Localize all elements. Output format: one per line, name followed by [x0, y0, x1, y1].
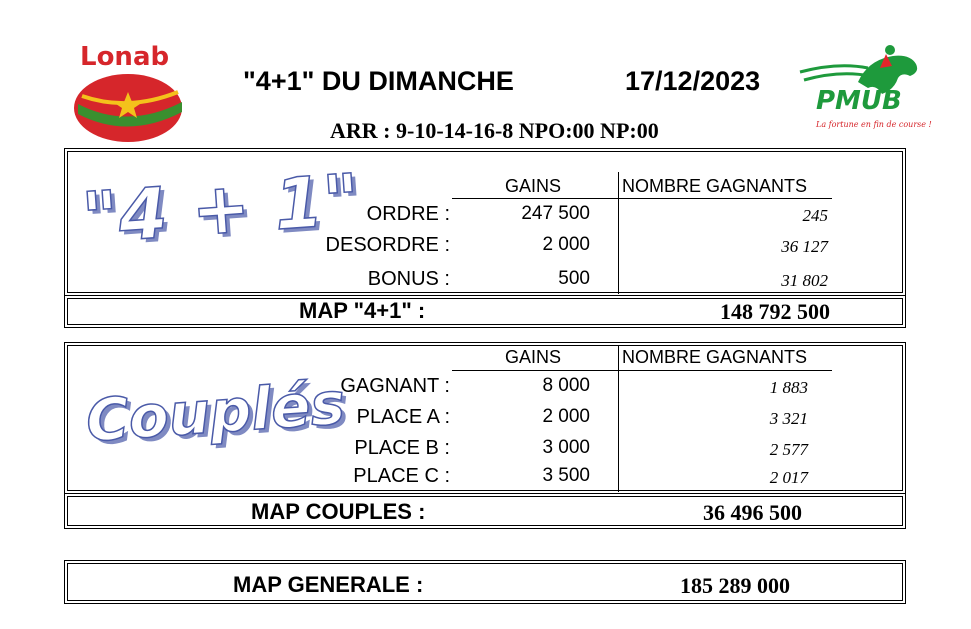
map-couples-label: MAP COUPLES :	[251, 499, 426, 524]
row-gain-place-c: 3 500	[542, 465, 590, 486]
row-label-ordre: ORDRE :	[366, 203, 450, 225]
lonab-logo	[70, 40, 190, 145]
col-header-gains-couples: GAINS	[505, 347, 562, 367]
row-label-bonus: BONUS :	[367, 268, 450, 290]
map-generale-value: 185 289 000	[680, 573, 790, 598]
pmub-tagline: La fortune en fin de course !	[816, 120, 932, 129]
map-41-label: MAP "4+1" :	[299, 298, 426, 323]
badge-couples: Couplés	[83, 369, 348, 455]
pmub-logo-text: PMUB	[816, 86, 902, 116]
divider	[452, 370, 832, 371]
page-title: "4+1" DU DIMANCHE	[243, 66, 514, 96]
row-label-place-a: PLACE A :	[356, 406, 450, 428]
lonab-logo-text: Lonab	[80, 42, 170, 72]
row-gain-ordre: 247 500	[521, 203, 590, 224]
row-nombre-gagnant: 1 883	[769, 378, 808, 397]
map-couples-value: 36 496 500	[703, 500, 802, 525]
row-gain-bonus: 500	[558, 268, 590, 289]
row-nombre-place-c: 2 017	[769, 468, 808, 487]
arrival-line: ARR : 9-10-14-16-8 NPO:00 NP:00	[330, 118, 659, 143]
row-nombre-bonus: 31 802	[781, 271, 828, 290]
row-gain-desordre: 2 000	[542, 234, 590, 255]
divider	[452, 198, 832, 199]
row-nombre-place-b: 2 577	[769, 440, 808, 459]
divider	[618, 172, 619, 294]
row-gain-place-a: 2 000	[542, 406, 590, 427]
row-label-desordre: DESORDRE :	[325, 234, 450, 256]
draw-date: 17/12/2023	[625, 66, 761, 96]
row-nombre-desordre: 36 127	[781, 237, 828, 256]
row-nombre-ordre: 245	[802, 206, 828, 225]
divider	[618, 346, 619, 492]
map-41-value: 148 792 500	[720, 299, 830, 324]
row-label-gagnant: GAGNANT :	[340, 375, 450, 397]
row-nombre-place-a: 3 321	[769, 409, 808, 428]
row-label-place-b: PLACE B :	[354, 437, 450, 459]
row-gain-gagnant: 8 000	[542, 375, 590, 396]
badge-41: "4 + 1"	[79, 158, 363, 260]
col-header-nombre-couples: NOMBRE GAGNANTS	[622, 347, 808, 367]
pmub-logo	[798, 42, 932, 137]
row-label-place-c: PLACE C :	[353, 465, 450, 487]
col-header-gains-41: GAINS	[505, 176, 562, 196]
row-gain-place-b: 3 000	[542, 437, 590, 458]
col-header-nombre-41: NOMBRE GAGNANTS	[622, 176, 808, 196]
map-generale-label: MAP GENERALE :	[233, 572, 424, 597]
